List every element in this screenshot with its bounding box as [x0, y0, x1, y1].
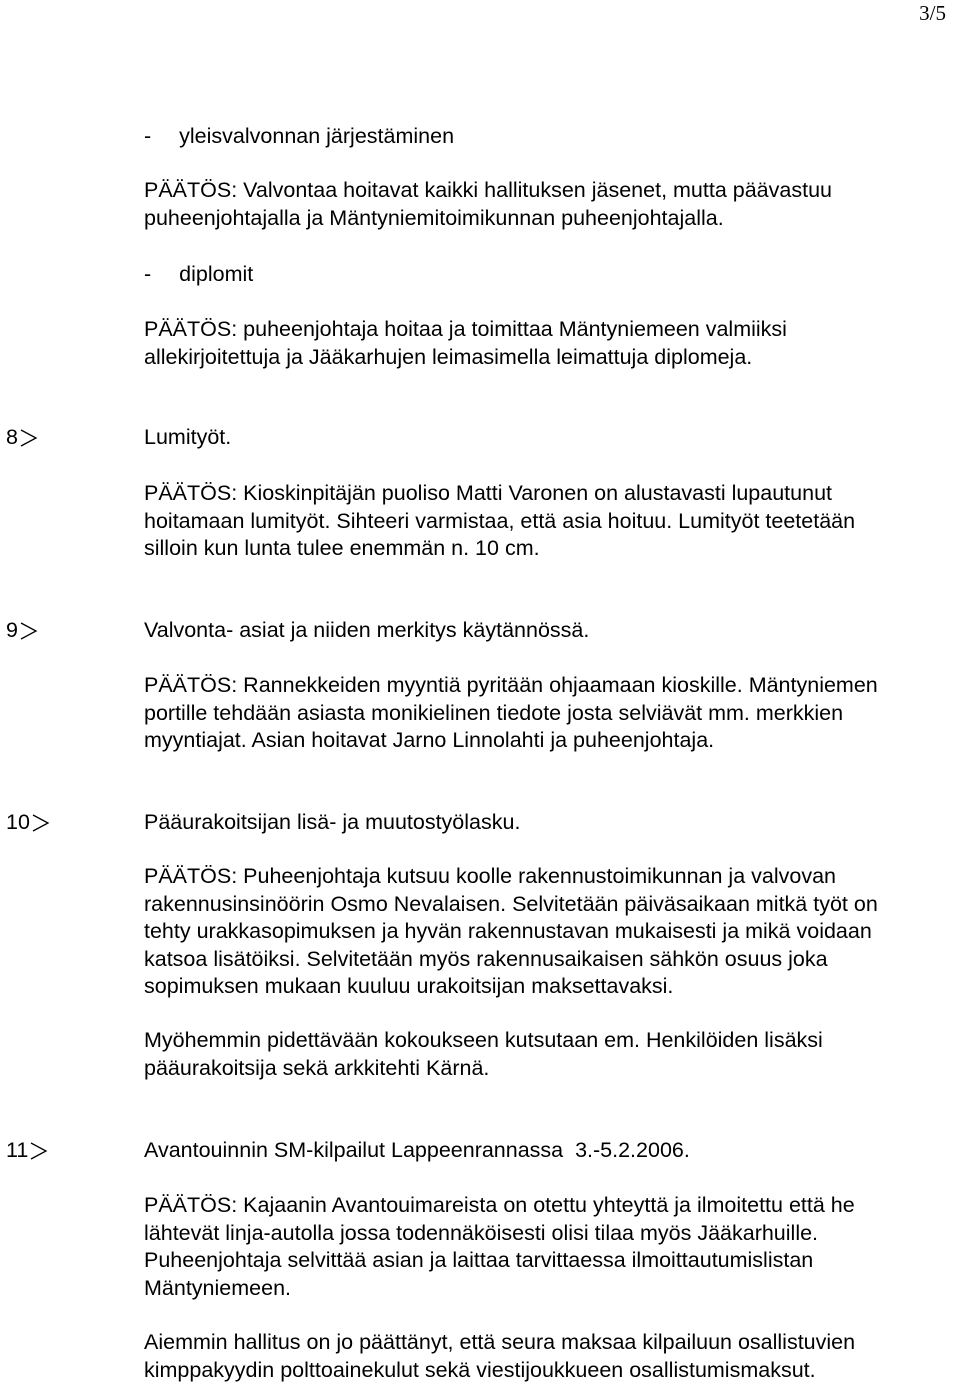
tab-arrow-icon — [32, 814, 50, 832]
text-line: rakennusinsinöörin Osmo Nevalaisen. Selvitetään päiväsaikaan mitkä työt on — [144, 891, 878, 919]
text-line: lähtevät linja-autolla jossa todennäköisesti olisi tilaa myös Jääkarhuille. — [144, 1220, 855, 1248]
bullet-label: yleisvalvonnan järjestäminen — [179, 124, 454, 148]
text-line: PÄÄTÖS: Rannekkeiden myyntiä pyritään ohjaamaan kioskille. Mäntyniemen — [144, 672, 878, 700]
section-number: 10 — [6, 809, 50, 837]
section-number: 8 — [6, 424, 38, 452]
text-line: kimppakyydin polttoainekulut sekä viestijoukkueen osallistumismaksut. — [144, 1357, 855, 1384]
tab-arrow-icon — [30, 1142, 48, 1160]
section-number: 9 — [6, 617, 38, 645]
text-line: Puheenjohtaja selvittää asian ja laittaa tarvittaessa ilmoittautumislistan — [144, 1247, 855, 1275]
tab-arrow-icon — [20, 622, 38, 640]
bullet-label: diplomit — [179, 262, 253, 286]
text-line: katsoa lisätöiksi. Selvitetään myös rakennusaikaisen sähkön osuus joka — [144, 946, 878, 974]
decision-paragraph — [144, 863, 878, 1001]
section-title: Lumityöt. — [144, 424, 231, 452]
decision-paragraph — [144, 177, 832, 232]
note-paragraph — [144, 1027, 823, 1082]
section-title: Valvonta- asiat ja niiden merkitys käytännössä. — [144, 617, 589, 645]
bullet-dash: - — [144, 124, 151, 148]
text-line: PÄÄTÖS: puheenjohtaja hoitaa ja toimittaa Mäntyniemeen valmiiksi — [144, 316, 787, 344]
text-line: portille tehdään asiasta monikielinen tiedote josta selviävät mm. merkkien — [144, 700, 878, 728]
text-line: puheenjohtajalla ja Mäntyniemitoimikunnan puheenjohtajalla. — [144, 205, 832, 233]
bullet-item — [144, 123, 454, 151]
decision-paragraph — [144, 1192, 855, 1302]
bullet-dash: - — [144, 262, 151, 286]
bullet-item — [144, 261, 253, 289]
text-line: tehty urakkasopimuksen ja hyvän rakennustavan mukaisesti ja mikä voidaan — [144, 918, 878, 946]
section-number: 11 — [6, 1137, 48, 1165]
text-line: Aiemmin hallitus on jo päättänyt, että seura maksaa kilpailuun osallistuvien — [144, 1329, 855, 1357]
text-line: myyntiajat. Asian hoitavat Jarno Linnolahti ja puheenjohtaja. — [144, 727, 878, 755]
text-line: pääurakoitsija sekä arkkitehti Kärnä. — [144, 1055, 823, 1083]
text-line: PÄÄTÖS: Kioskinpitäjän puoliso Matti Varonen on alustavasti lupautunut — [144, 480, 855, 508]
decision-paragraph — [144, 672, 878, 755]
section-title: Pääurakoitsijan lisä- ja muutostyölasku. — [144, 809, 520, 837]
text-line: Mäntyniemeen. — [144, 1275, 855, 1303]
text-line: PÄÄTÖS: Kajaanin Avantouimareista on otettu yhteyttä ja ilmoitettu että he — [144, 1192, 855, 1220]
text-line: PÄÄTÖS: Valvontaa hoitavat kaikki hallituksen jäsenet, mutta päävastuu — [144, 177, 832, 205]
decision-paragraph — [144, 480, 855, 563]
text-line: allekirjoitettuja ja Jääkarhujen leimasimella leimattuja diplomeja. — [144, 344, 787, 372]
text-line: PÄÄTÖS: Puheenjohtaja kutsuu koolle rakennustoimikunnan ja valvovan — [144, 863, 878, 891]
decision-paragraph — [144, 316, 787, 371]
tab-arrow-icon — [20, 429, 38, 447]
text-line: sopimuksen mukaan kuuluu urakoitsijan maksettavaksi. — [144, 973, 878, 1001]
section-title: Avantouinnin SM-kilpailut Lappeenrannassa 3.-5.2.2006. — [144, 1137, 690, 1165]
text-line: Myöhemmin pidettävään kokoukseen kutsutaan em. Henkilöiden lisäksi — [144, 1027, 823, 1055]
note-paragraph — [144, 1329, 855, 1384]
text-line: silloin kun lunta tulee enemmän n. 10 cm. — [144, 535, 855, 563]
page-number: 3/5 — [919, 0, 946, 26]
text-line: hoitamaan lumityöt. Sihteeri varmistaa, että asia hoituu. Lumityöt teetetään — [144, 508, 855, 536]
